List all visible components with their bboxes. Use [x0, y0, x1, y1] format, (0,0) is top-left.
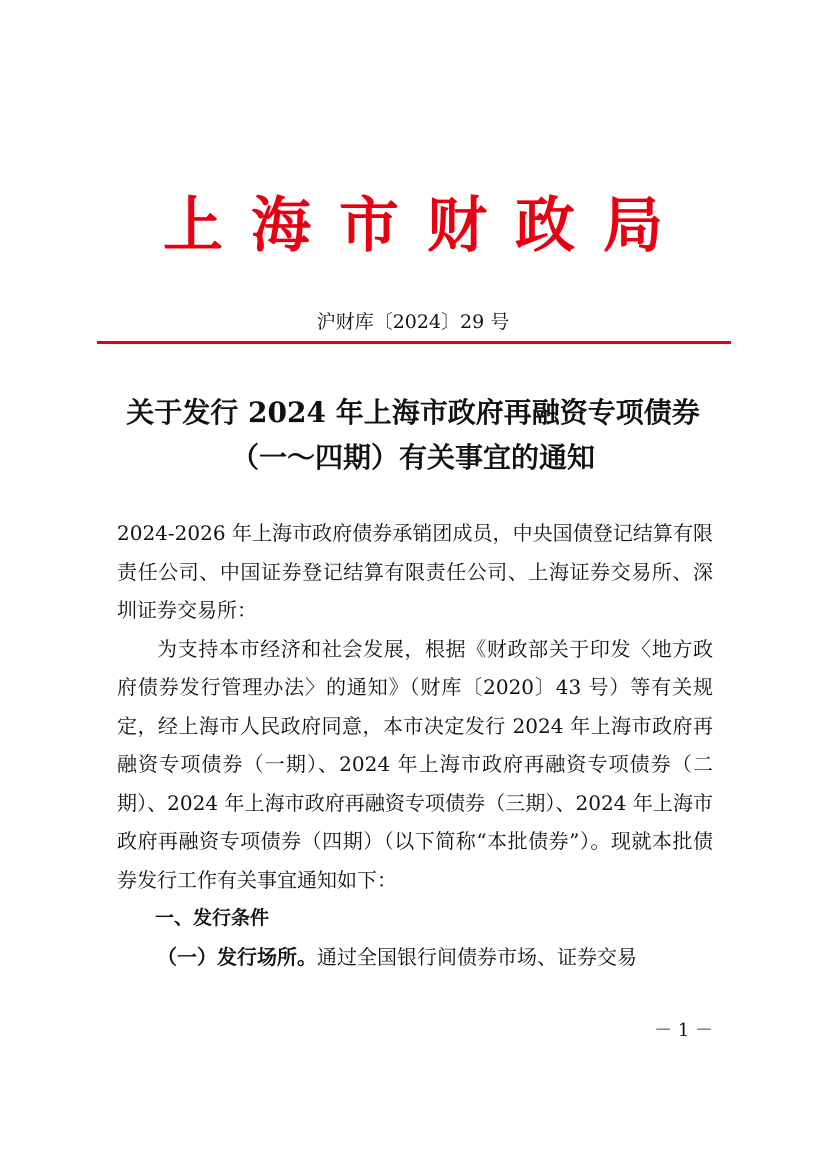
document-title [80, 390, 746, 480]
red-separator-line [97, 341, 731, 344]
body-paragraph: 为支持本市经济和社会发展，根据《财政部关于印发〈地方政府债券发行管理办法〉的通知》（财库〔2020〕43 号）等有关规定，经上海市人民政府同意，本市决定发行 2024 年上海市政府再融资专项债券（一期）、2024 年上海市政府再融资专项债券（二期）、2024 年上海市政府再融资专项债券（三期）、2024 年上海市政府再融资专项债券（四期）（以下简称“本批债券”）。现就本批债券发行工作有关事宜通知如下： [117, 636, 713, 892]
subsection-text: 通过全国银行间债券市场、证券交易 [317, 944, 637, 969]
section-heading: 一、发行条件 [155, 907, 270, 929]
document-number: 沪财库〔2024〕29 号 [316, 311, 510, 333]
subsection-paragraph [117, 938, 713, 977]
addressees-paragraph: 2024-2026 年上海市政府债券承销团成员，中央国债登记结算有限责任公司、中国证券登记结算有限责任公司、上海证券交易所、深圳证券交易所： [117, 521, 713, 622]
title-line-2: （一～四期）有关事宜的通知 [230, 441, 595, 474]
document-body [117, 514, 713, 976]
page-number: － 1 － [654, 1020, 713, 1041]
title-line-1: 关于发行 2024 年上海市政府再融资专项债券 [126, 396, 700, 429]
subsection-label: （一）发行场所。 [157, 944, 317, 969]
issuing-authority-header: 上海市财政局 [163, 191, 691, 261]
